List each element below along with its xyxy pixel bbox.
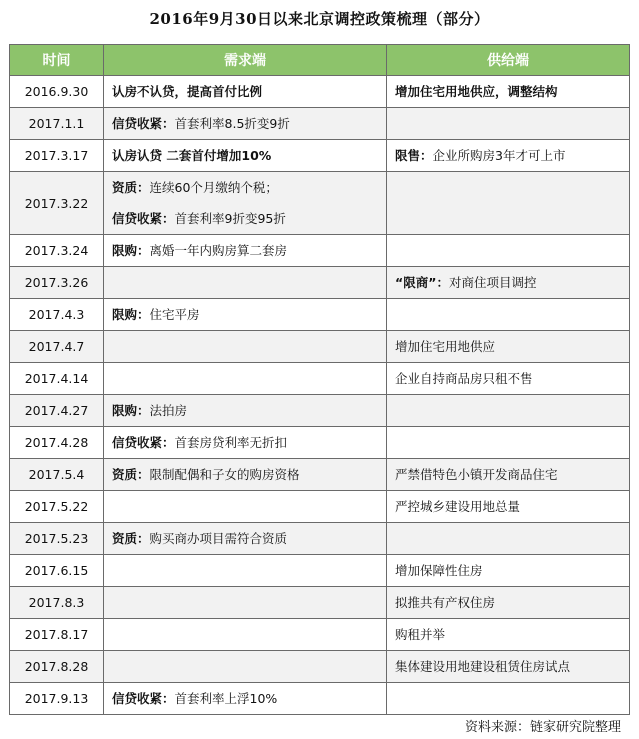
policy-text: 集体建设用地建设租赁住房试点 [395, 659, 571, 674]
policy-text: 首套利率9折变95折 [174, 211, 286, 226]
table-row [10, 299, 630, 331]
policy-text: 法拍房 [149, 403, 188, 418]
cell-demand [104, 555, 387, 587]
policy-text: 住宅平房 [149, 307, 200, 322]
policy-tag: 信贷收紧 [112, 211, 163, 226]
cell-date: 2017.5.23 [10, 523, 104, 555]
table-row [10, 76, 630, 108]
header-time: 时间 [10, 45, 104, 76]
demand-entry [112, 203, 386, 234]
cell-supply [387, 587, 630, 619]
tag-separator: ： [162, 116, 175, 131]
cell-supply [387, 683, 630, 715]
policy-tag: 限购 [112, 403, 138, 418]
policy-tag: 信贷收紧 [112, 435, 163, 450]
policy-tag: “限商” [395, 275, 437, 290]
cell-date: 2017.5.4 [10, 459, 104, 491]
cell-supply [387, 267, 630, 299]
cell-date: 2017.9.13 [10, 683, 104, 715]
policy-text: 对商住项目调控 [448, 275, 537, 290]
tag-separator: ： [137, 403, 150, 418]
demand-entry [112, 235, 386, 266]
cell-supply [387, 395, 630, 427]
policy-text: 企业自持商品房只租不售 [395, 371, 533, 386]
supply-entry [395, 267, 629, 298]
table-row [10, 491, 630, 523]
supply-entry [395, 331, 629, 362]
cell-supply [387, 76, 630, 108]
cell-date: 2017.4.28 [10, 427, 104, 459]
tag-separator: ： [162, 691, 175, 706]
cell-demand [104, 683, 387, 715]
supply-entry [395, 363, 629, 394]
cell-demand [104, 587, 387, 619]
cell-demand [104, 491, 387, 523]
policy-text: 购租并举 [395, 627, 446, 642]
table-row [10, 651, 630, 683]
cell-date: 2017.3.17 [10, 140, 104, 172]
table-row [10, 172, 630, 235]
supply-entry [395, 587, 629, 618]
cell-date: 2017.4.27 [10, 395, 104, 427]
cell-supply [387, 427, 630, 459]
cell-demand [104, 331, 387, 363]
header-supply: 供给端 [387, 45, 630, 76]
policy-tag: 限购 [112, 307, 138, 322]
policy-text: 认房不认贷，提高首付比例 [112, 84, 263, 99]
supply-entry [395, 555, 629, 586]
demand-entry [112, 427, 386, 458]
cell-date: 2017.4.3 [10, 299, 104, 331]
cell-date: 2017.1.1 [10, 108, 104, 140]
table-body [10, 76, 630, 715]
cell-date: 2017.5.22 [10, 491, 104, 523]
cell-demand [104, 172, 387, 235]
cell-date: 2017.8.17 [10, 619, 104, 651]
policy-table [9, 44, 630, 715]
header-demand: 需求端 [104, 45, 387, 76]
cell-date: 2017.8.3 [10, 587, 104, 619]
source-note: 资料来源：链家研究院整理 [464, 720, 621, 735]
cell-date: 2017.3.22 [10, 172, 104, 235]
cell-demand [104, 299, 387, 331]
table-row [10, 619, 630, 651]
policy-text: 拟推共有产权住房 [395, 595, 496, 610]
cell-supply [387, 459, 630, 491]
policy-tag: 资质 [112, 467, 138, 482]
policy-text: 企业所购房3年才可上市 [432, 148, 566, 163]
cell-supply [387, 235, 630, 267]
demand-entry [112, 299, 386, 330]
cell-date: 2017.8.28 [10, 651, 104, 683]
cell-date: 2017.3.24 [10, 235, 104, 267]
demand-entry [112, 459, 386, 490]
table-row [10, 108, 630, 140]
tag-separator: ： [137, 243, 150, 258]
policy-text: 首套利率上浮10% [174, 691, 278, 706]
policy-text: 增加住宅用地供应 [395, 339, 496, 354]
cell-supply [387, 140, 630, 172]
cell-supply [387, 172, 630, 235]
cell-date: 2017.6.15 [10, 555, 104, 587]
table-header-row [10, 45, 630, 76]
supply-entry [395, 491, 629, 522]
tag-separator: ： [436, 275, 449, 290]
policy-text: 严控城乡建设用地总量 [395, 499, 521, 514]
table-row [10, 587, 630, 619]
policy-tag: 资质 [112, 180, 138, 195]
cell-date: 2017.3.26 [10, 267, 104, 299]
demand-entry [112, 683, 386, 714]
table-row [10, 235, 630, 267]
policy-text: 二套首付增加10% [166, 148, 272, 163]
table-row [10, 555, 630, 587]
tag-separator: ： [137, 307, 150, 322]
page-title: 2016年9月30日以来北京调控政策梳理（部分） [149, 10, 490, 28]
tag-separator: ： [162, 435, 175, 450]
policy-text: 严禁借特色小镇开发商品住宅 [395, 467, 558, 482]
cell-demand [104, 651, 387, 683]
cell-supply [387, 299, 630, 331]
demand-entry [112, 395, 386, 426]
cell-demand [104, 459, 387, 491]
supply-entry [395, 140, 629, 171]
policy-tag: 认房认贷 [112, 148, 163, 163]
supply-entry [395, 619, 629, 650]
policy-text: 连续60个月缴纳个税； [149, 180, 278, 195]
tag-separator: ： [420, 148, 433, 163]
tag-separator: ： [137, 531, 150, 546]
cell-supply [387, 108, 630, 140]
table-row [10, 267, 630, 299]
demand-entry [112, 172, 386, 203]
cell-demand [104, 427, 387, 459]
cell-demand [104, 395, 387, 427]
table-row [10, 683, 630, 715]
cell-supply [387, 363, 630, 395]
policy-text: 首套利率8.5折变9折 [174, 116, 290, 131]
table-row [10, 140, 630, 172]
policy-tag: 限售 [395, 148, 421, 163]
policy-tag: 限购 [112, 243, 138, 258]
cell-supply [387, 619, 630, 651]
demand-entry [112, 108, 386, 139]
policy-text: 购买商办项目需符合资质 [149, 531, 288, 546]
tag-separator: ： [162, 211, 175, 226]
policy-text: 限制配偶和子女的购房资格 [149, 467, 300, 482]
cell-supply [387, 331, 630, 363]
demand-entry [112, 523, 386, 554]
table-row [10, 427, 630, 459]
cell-supply [387, 555, 630, 587]
table-row [10, 459, 630, 491]
table-row [10, 331, 630, 363]
cell-demand [104, 235, 387, 267]
table-row [10, 395, 630, 427]
supply-entry [395, 76, 629, 107]
cell-supply [387, 651, 630, 683]
cell-demand [104, 108, 387, 140]
cell-demand [104, 523, 387, 555]
cell-supply [387, 491, 630, 523]
policy-text: 首套房贷利率无折扣 [174, 435, 288, 450]
policy-text: 增加保障性住房 [395, 563, 483, 578]
policy-tag: 资质 [112, 531, 138, 546]
table-row [10, 523, 630, 555]
cell-date: 2017.4.7 [10, 331, 104, 363]
policy-tag: 信贷收紧 [112, 116, 163, 131]
cell-date: 2016.9.30 [10, 76, 104, 108]
cell-demand [104, 267, 387, 299]
cell-supply [387, 523, 630, 555]
tag-separator: ： [137, 180, 150, 195]
tag-separator: ： [137, 467, 150, 482]
demand-entry [112, 76, 386, 107]
cell-date: 2017.4.14 [10, 363, 104, 395]
policy-text: 增加住宅用地供应，调整结构 [395, 84, 558, 99]
supply-entry [395, 459, 629, 490]
cell-demand [104, 76, 387, 108]
table-row [10, 363, 630, 395]
cell-demand [104, 619, 387, 651]
cell-demand [104, 363, 387, 395]
supply-entry [395, 651, 629, 682]
policy-text: 离婚一年内购房算二套房 [149, 243, 288, 258]
demand-entry [112, 140, 386, 171]
cell-demand [104, 140, 387, 172]
policy-tag: 信贷收紧 [112, 691, 163, 706]
